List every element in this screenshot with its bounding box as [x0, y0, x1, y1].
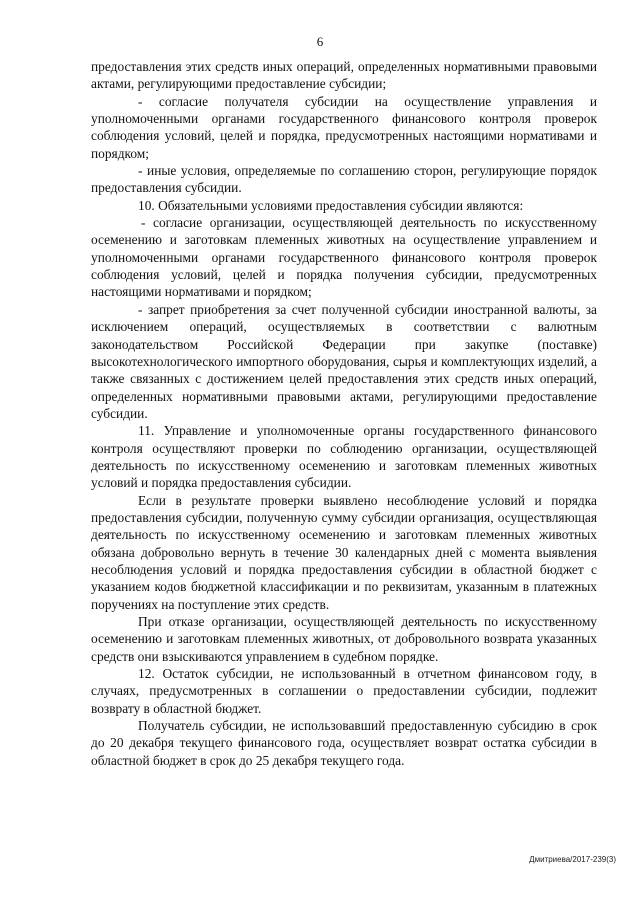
paragraph: - иные условия, определяемые по соглашению сторон, регулирующие порядок предоставления субсидии. [91, 163, 597, 196]
paragraph: - запрет приобретения за счет полученной субсидии иностранной валюты, за исключением операций, осуществляемых в соответствии с валютным законодательством Российской Федерации при закупке (поставке) высокотехнологического импортного оборудования, сырья и комплектующих изделий, а также связанных с достижением целей предоставления этих средств иных операций, определенных нормативными правовыми актами, регулирующими предоставление субсидии. [91, 301, 597, 421]
document-body [91, 58, 597, 769]
paragraph: предоставления этих средств иных операций, определенных нормативными правовыми актами, регулирующими предоставление субсидии; [91, 59, 597, 92]
paragraph: 10. Обязательными условиями предоставления субсидии являются: [138, 197, 524, 213]
page-number: 6 [316, 34, 324, 49]
paragraph: Если в результате проверки выявлено несоблюдение условий и порядка предоставления субсидии, полученную сумму субсидии организация, осуществляющая деятельность по искусственному осеменению и заготовкам племенных животных обязана добровольно вернуть в течение 30 календарных дней с момента выявления несоблюдения условий и порядка предоставления субсидии в областной бюджет с указанием кодов бюджетной классификации и по реквизитам, указанным в платежных поручениях на поступление этих средств. [91, 492, 597, 612]
paragraph: 12. Остаток субсидии, не использованный в отчетном финансовом году, в случаях, предусмотренных в соглашении о предоставлении субсидии, подлежит возврату в областной бюджет. [91, 666, 597, 716]
paragraph: - согласие получателя субсидии на осуществление управления и уполномоченными органами государственного финансового контроля проверок соблюдения условий, целей и порядка, предусмотренных настоящими нормативами и порядком; [91, 93, 597, 161]
paragraph: Получатель субсидии, не использовавший предоставленную субсидию в срок до 20 декабря текущего финансового года, осуществляет возврат остатка субсидии в областной бюджет в срок до 25 декабря текущего года. [91, 718, 597, 768]
document-code: Дмитриева/2017-239(3) [529, 855, 616, 864]
paragraph: 11. Управление и уполномоченные органы государственного финансового контроля осуществляют проверки по соблюдению организации, осуществляющей деятельность по искусственному осеменению и заготовкам племенных животных условий и порядка предоставления субсидии. [91, 423, 597, 491]
paragraph: При отказе организации, осуществляющей деятельность по искусственному осеменению и заготовкам племенных животных, от добровольного возврата указанных средств они взыскиваются управлением в судебном порядке. [91, 614, 597, 664]
paragraph: - согласие организации, осуществляющей деятельность по искусственному осеменению и заготовкам племенных животных на осуществление управлением и уполномоченными органами государственного финансового контроля проверок соблюдения условий, целей и порядка получения субсидии, предусмотренных настоящими нормативами и порядком; [91, 215, 597, 300]
